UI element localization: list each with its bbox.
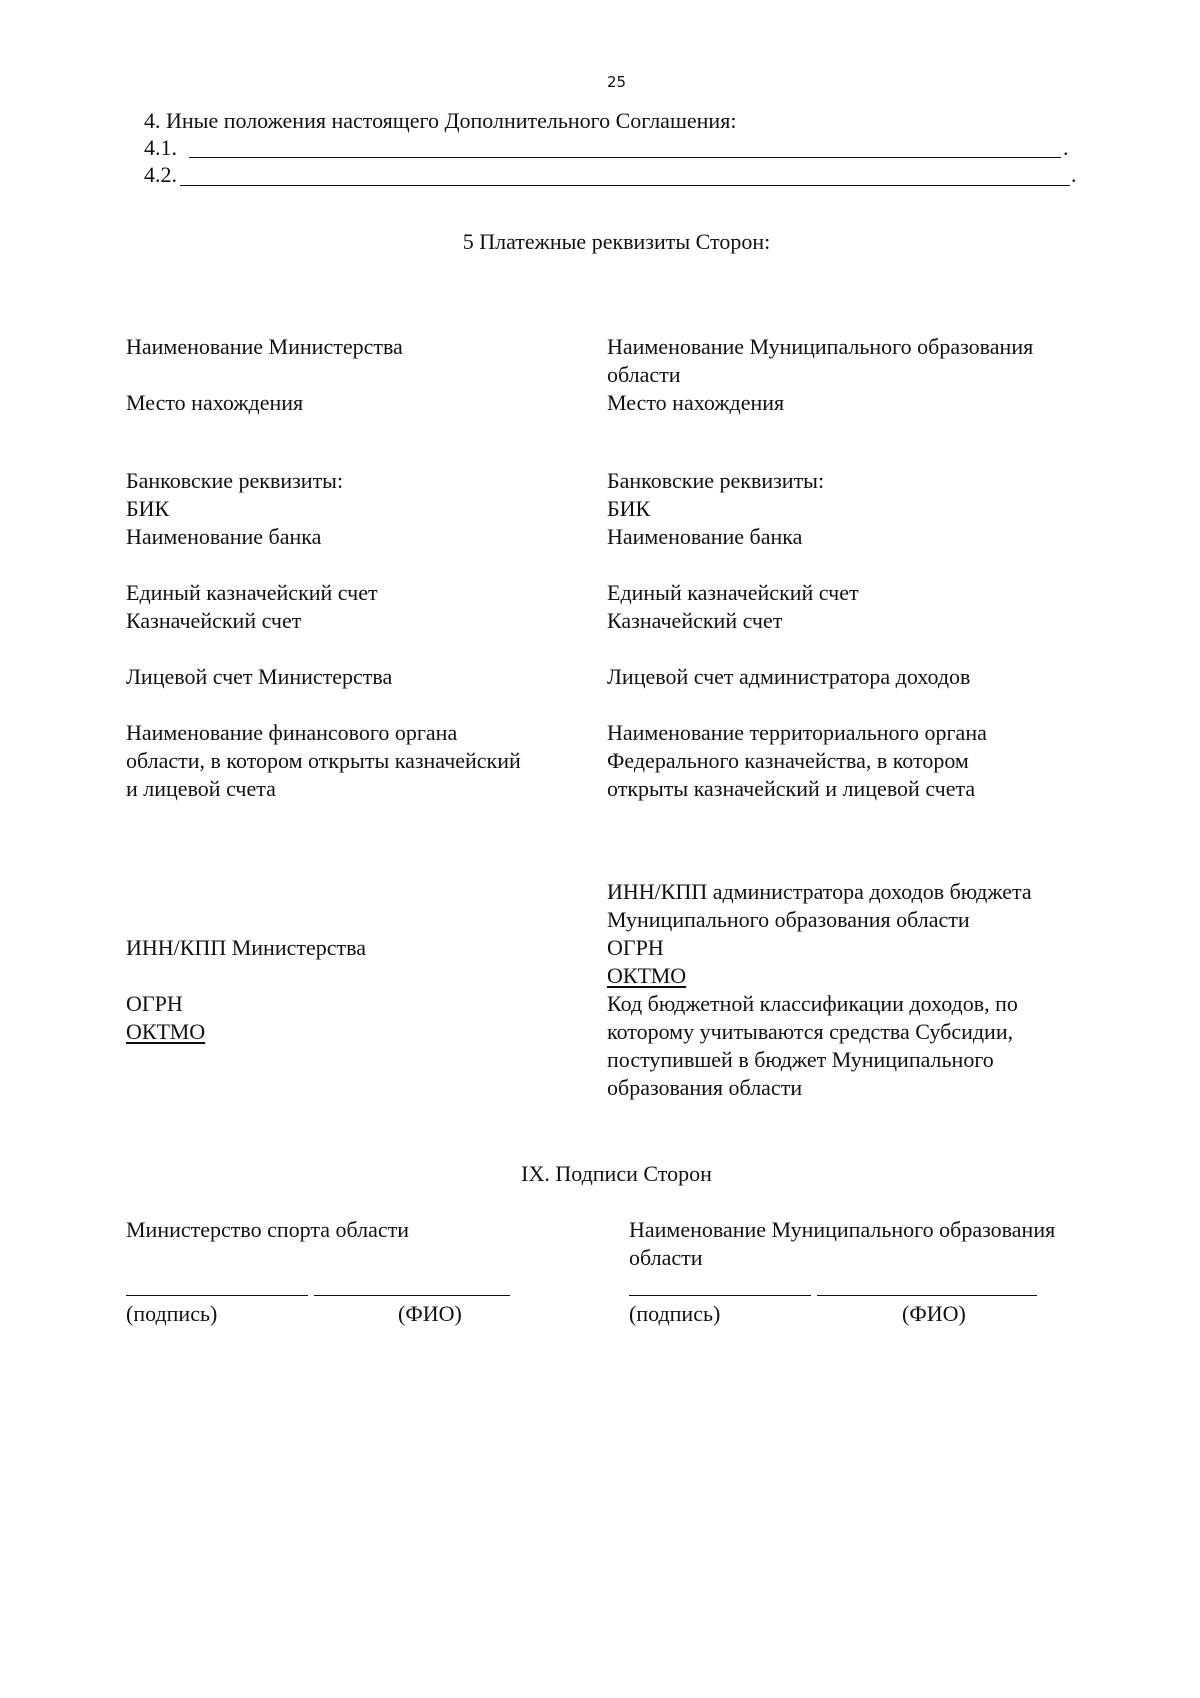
right-bank-name: Наименование банка xyxy=(607,524,803,549)
right-oktmo: ОКТМО xyxy=(607,963,687,988)
right-kbk-line2: которому учитываются средства Субсидии, xyxy=(607,1019,1014,1044)
right-location: Место нахождения xyxy=(607,390,785,415)
right-terr-body-block xyxy=(607,719,987,803)
right-ogrn: ОГРН xyxy=(607,935,664,960)
left-fin-body-line2: области, в котором открыты казначейский xyxy=(126,748,521,773)
left-inn-block xyxy=(126,934,366,962)
left-single-treasury-account: Единый казначейский счет xyxy=(126,580,378,605)
left-personal-account-block xyxy=(126,663,392,691)
right-treasury-account: Казначейский счет xyxy=(607,608,783,633)
left-signature-caption: (подпись) xyxy=(126,1301,218,1326)
page-number: 25 xyxy=(606,73,627,91)
left-signature-line xyxy=(126,1295,308,1296)
section4-heading: 4. Иные положения настоящего Дополнительного Соглашения: xyxy=(144,108,737,133)
left-column xyxy=(126,333,586,361)
item-4-1-blank-line xyxy=(189,157,1061,158)
left-ministry-name: Наименование Министерства xyxy=(126,334,403,359)
right-party-name-line1: Наименование Муниципального образования xyxy=(629,1217,1056,1242)
left-fio-caption: (ФИО) xyxy=(398,1301,462,1326)
right-bank-block xyxy=(607,467,824,551)
right-signature-line xyxy=(629,1295,811,1296)
item-4-2-end: . xyxy=(1071,162,1077,187)
right-bik: БИК xyxy=(607,496,651,521)
left-bank-block xyxy=(126,467,343,551)
left-fin-body-line1: Наименование финансового органа xyxy=(126,720,458,745)
left-bank-details: Банковские реквизиты: xyxy=(126,468,344,493)
left-party-block xyxy=(126,1216,409,1244)
item-4-1-end: . xyxy=(1063,135,1069,160)
right-kbk-line1: Код бюджетной классификации доходов, по xyxy=(607,991,1018,1016)
right-signature-caption: (подпись) xyxy=(629,1301,721,1326)
left-fin-body-block xyxy=(126,719,521,803)
left-party-name: Министерство спорта области xyxy=(126,1217,410,1242)
right-personal-account: Лицевой счет администратора доходов xyxy=(607,664,971,689)
left-fio-line xyxy=(314,1295,510,1296)
left-ogrn: ОГРН xyxy=(126,991,183,1016)
right-inn-kpp-line1: ИНН/КПП администратора доходов бюджета xyxy=(607,879,1032,904)
right-name-block xyxy=(607,333,1033,417)
section5-heading: 5 Платежные реквизиты Сторон: xyxy=(462,229,771,254)
right-party-name-line2: области xyxy=(629,1245,703,1270)
item-4-1-label: 4.1. xyxy=(144,135,177,160)
left-treasury-account: Казначейский счет xyxy=(126,608,302,633)
left-accounts-block xyxy=(126,579,378,635)
left-bank-name: Наименование банка xyxy=(126,524,322,549)
right-single-treasury-account: Единый казначейский счет xyxy=(607,580,859,605)
left-fin-body-line3: и лицевой счета xyxy=(126,776,276,801)
right-inn-block xyxy=(607,878,1032,1102)
item-4-2-blank-line xyxy=(180,185,1070,186)
right-personal-account-block xyxy=(607,663,970,691)
left-oktmo: ОКТМО xyxy=(126,1019,206,1044)
right-bank-details: Банковские реквизиты: xyxy=(607,468,825,493)
item-4-2-label: 4.2. xyxy=(144,162,177,187)
right-mo-name-line1: Наименование Муниципального образования xyxy=(607,334,1034,359)
signatures-heading: IX. Подписи Сторон xyxy=(521,1161,712,1186)
left-location: Место нахождения xyxy=(126,390,304,415)
right-fio-line xyxy=(817,1295,1037,1296)
right-kbk-line3: поступившей в бюджет Муниципального xyxy=(607,1047,994,1072)
right-mo-name-line2: области xyxy=(607,362,681,387)
left-personal-account: Лицевой счет Министерства xyxy=(126,664,393,689)
right-party-block xyxy=(629,1216,1055,1272)
right-terr-body-line3: открыты казначейский и лицевой счета xyxy=(607,776,976,801)
right-fio-caption: (ФИО) xyxy=(902,1301,966,1326)
left-location-block xyxy=(126,389,303,417)
left-bik: БИК xyxy=(126,496,170,521)
left-inn-kpp: ИНН/КПП Министерства xyxy=(126,935,366,960)
right-kbk-line4: образования области xyxy=(607,1075,803,1100)
right-accounts-block xyxy=(607,579,859,635)
left-ogrn-block xyxy=(126,990,205,1046)
right-terr-body-line1: Наименование территориального органа xyxy=(607,720,987,745)
right-terr-body-line2: Федерального казначейства, в котором xyxy=(607,748,969,773)
right-inn-kpp-line2: Муниципального образования области xyxy=(607,907,970,932)
